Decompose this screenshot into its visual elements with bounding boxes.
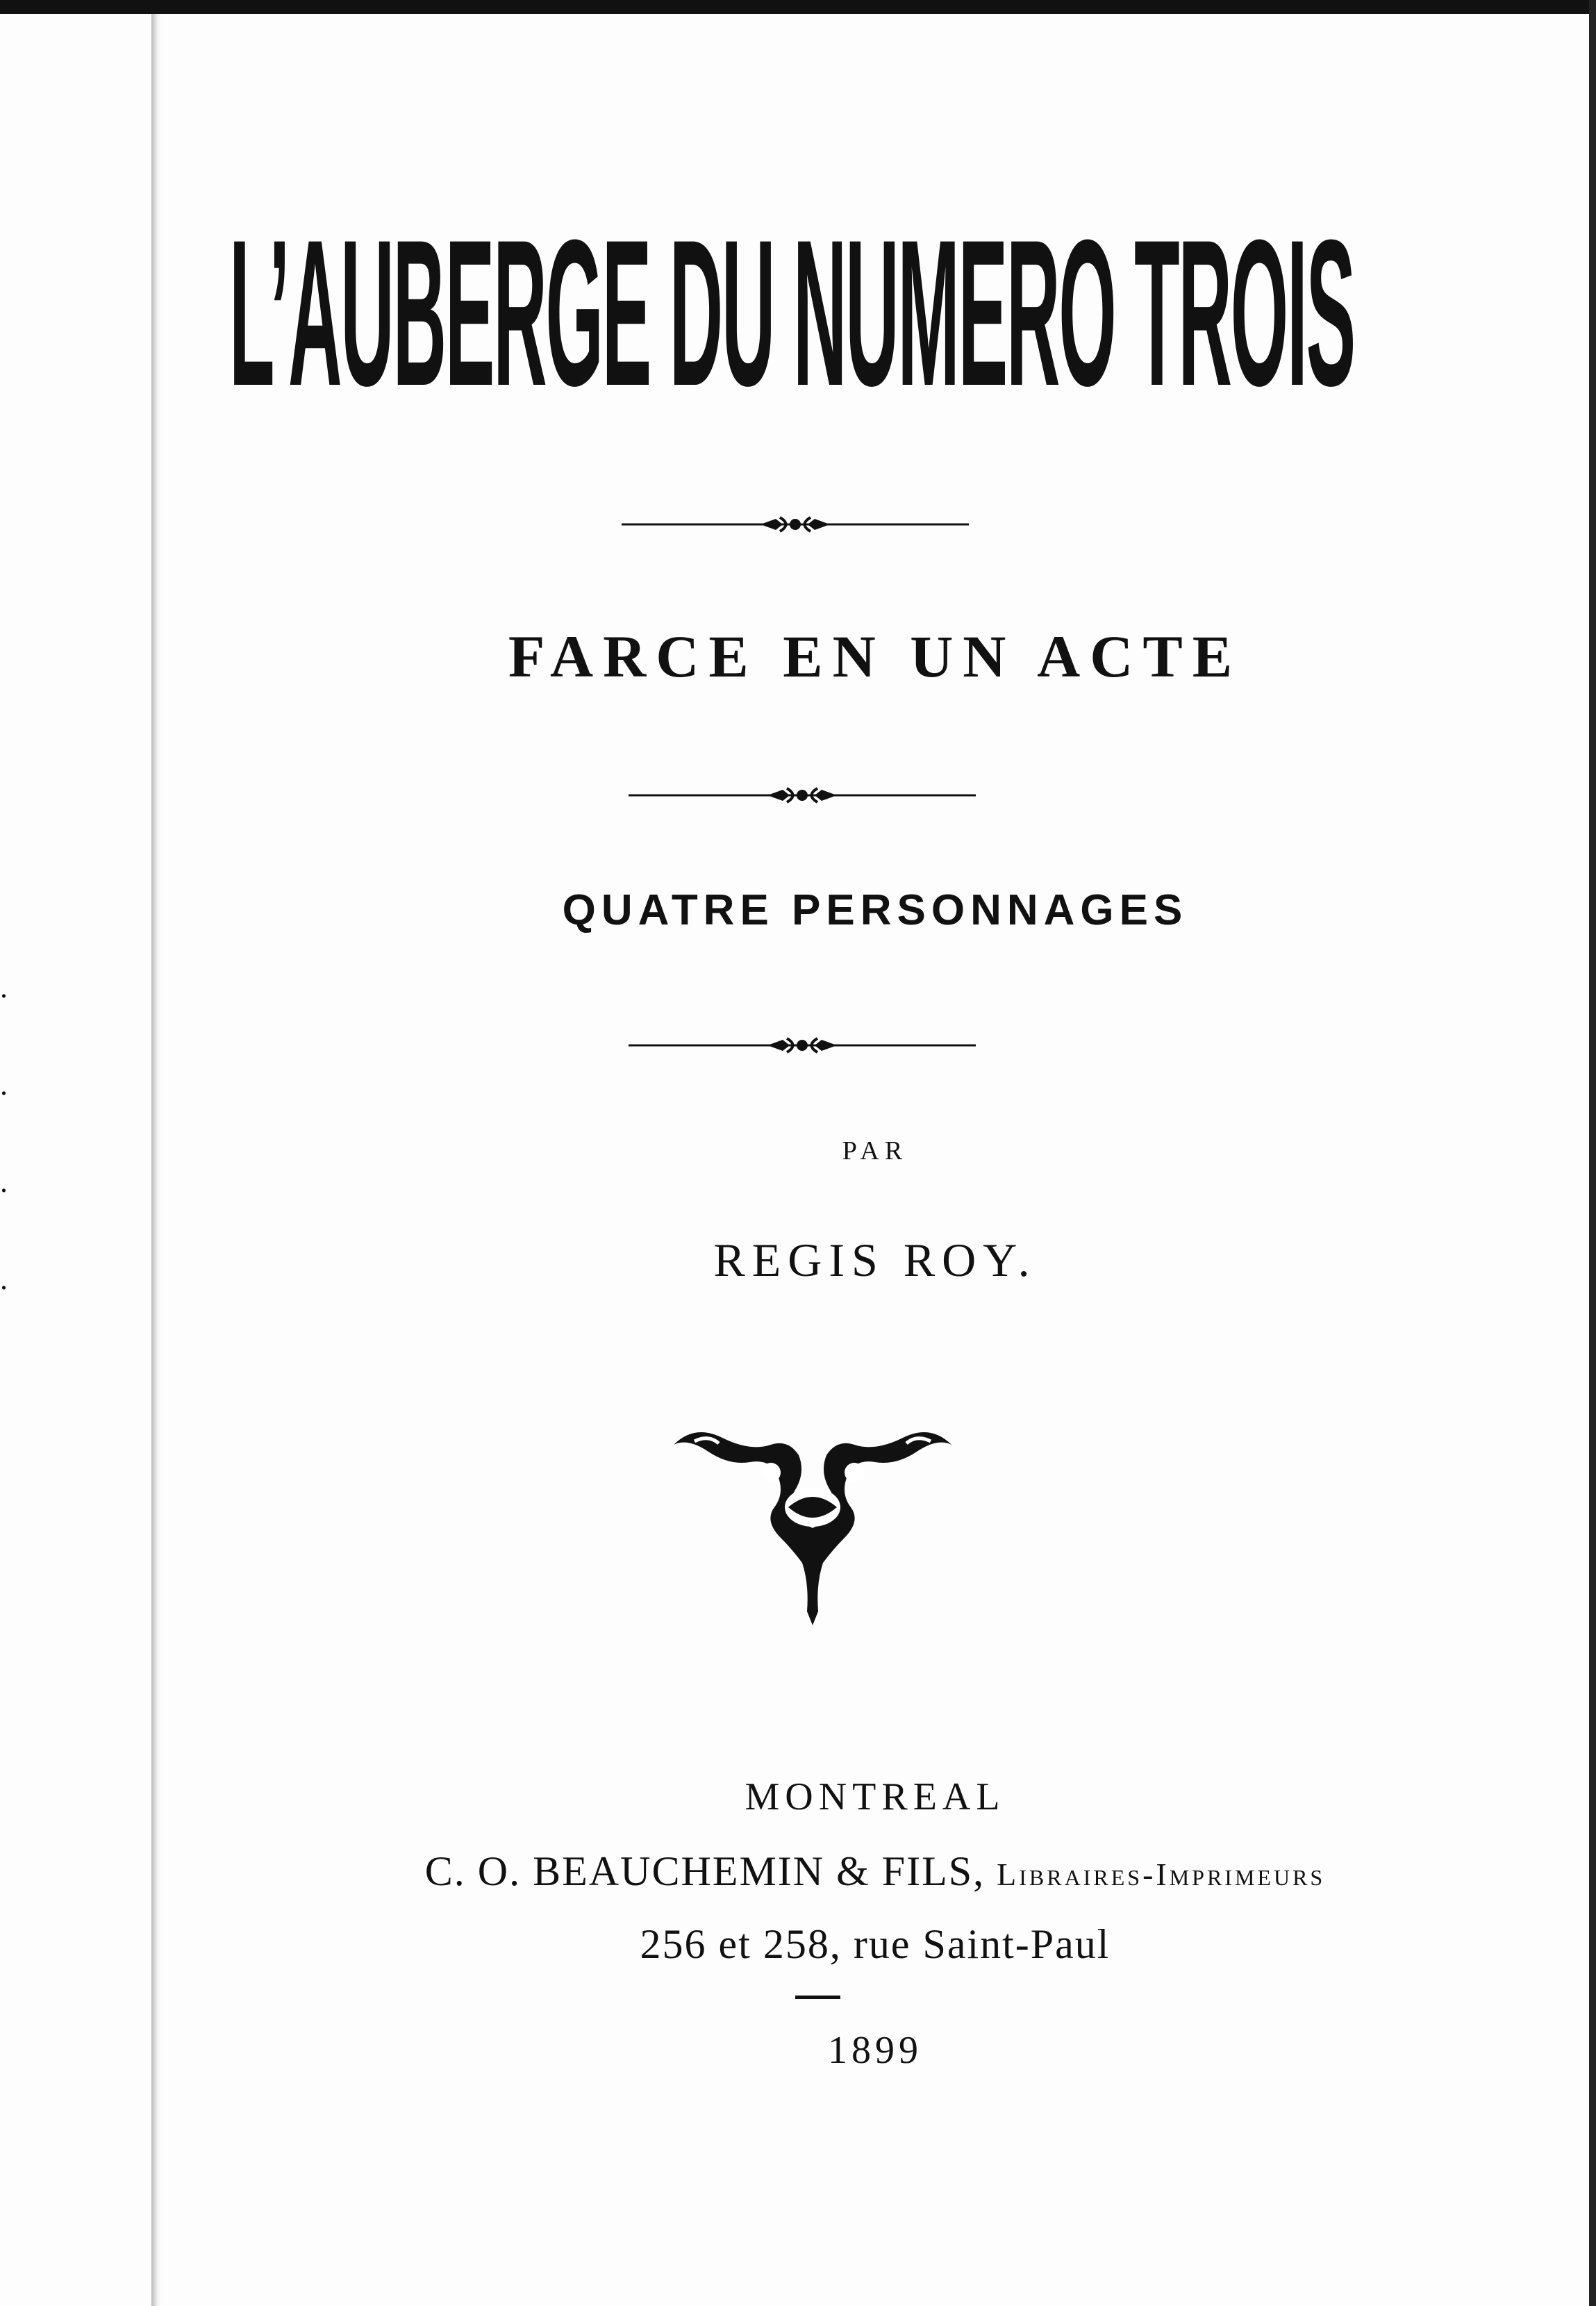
publisher-role: Libraires-Imprimeurs bbox=[997, 1857, 1326, 1892]
margin-mark: . bbox=[0, 1165, 8, 1199]
author-name: REGIS ROY. bbox=[713, 1234, 1037, 1286]
margin-mark: . bbox=[0, 970, 8, 1004]
publisher-address: 256 et 258, rue Saint-Paul bbox=[640, 1921, 1111, 1967]
book-gutter bbox=[151, 14, 161, 2306]
publication-year: 1899 bbox=[828, 2029, 922, 2072]
margin-marks bbox=[0, 972, 28, 1361]
margin-mark: . bbox=[0, 1068, 8, 1102]
by-line: PAR bbox=[842, 1136, 908, 1166]
publisher-line bbox=[161, 1848, 1589, 1896]
characters-line: QUATRE PERSONNAGES bbox=[562, 886, 1188, 934]
scroll-divider-icon bbox=[629, 781, 976, 809]
margin-mark: . bbox=[0, 1262, 8, 1296]
publication-city: MONTREAL bbox=[745, 1775, 1006, 1818]
scan-right-edge bbox=[1589, 0, 1596, 2306]
subtitle: FARCE EN UN ACTE bbox=[508, 623, 1242, 690]
separator-dash bbox=[795, 1996, 840, 1999]
floral-vignette-icon bbox=[667, 1424, 958, 1625]
scroll-divider-icon bbox=[629, 1031, 976, 1059]
publisher-name: C. O. BEAUCHEMIN & FILS, bbox=[424, 1848, 986, 1894]
title-block bbox=[229, 208, 1368, 438]
scan-top-edge bbox=[0, 0, 1596, 14]
book-title: L’AUBERGE DU NUMERO TROIS bbox=[229, 208, 1354, 429]
scroll-divider-icon bbox=[622, 511, 969, 538]
